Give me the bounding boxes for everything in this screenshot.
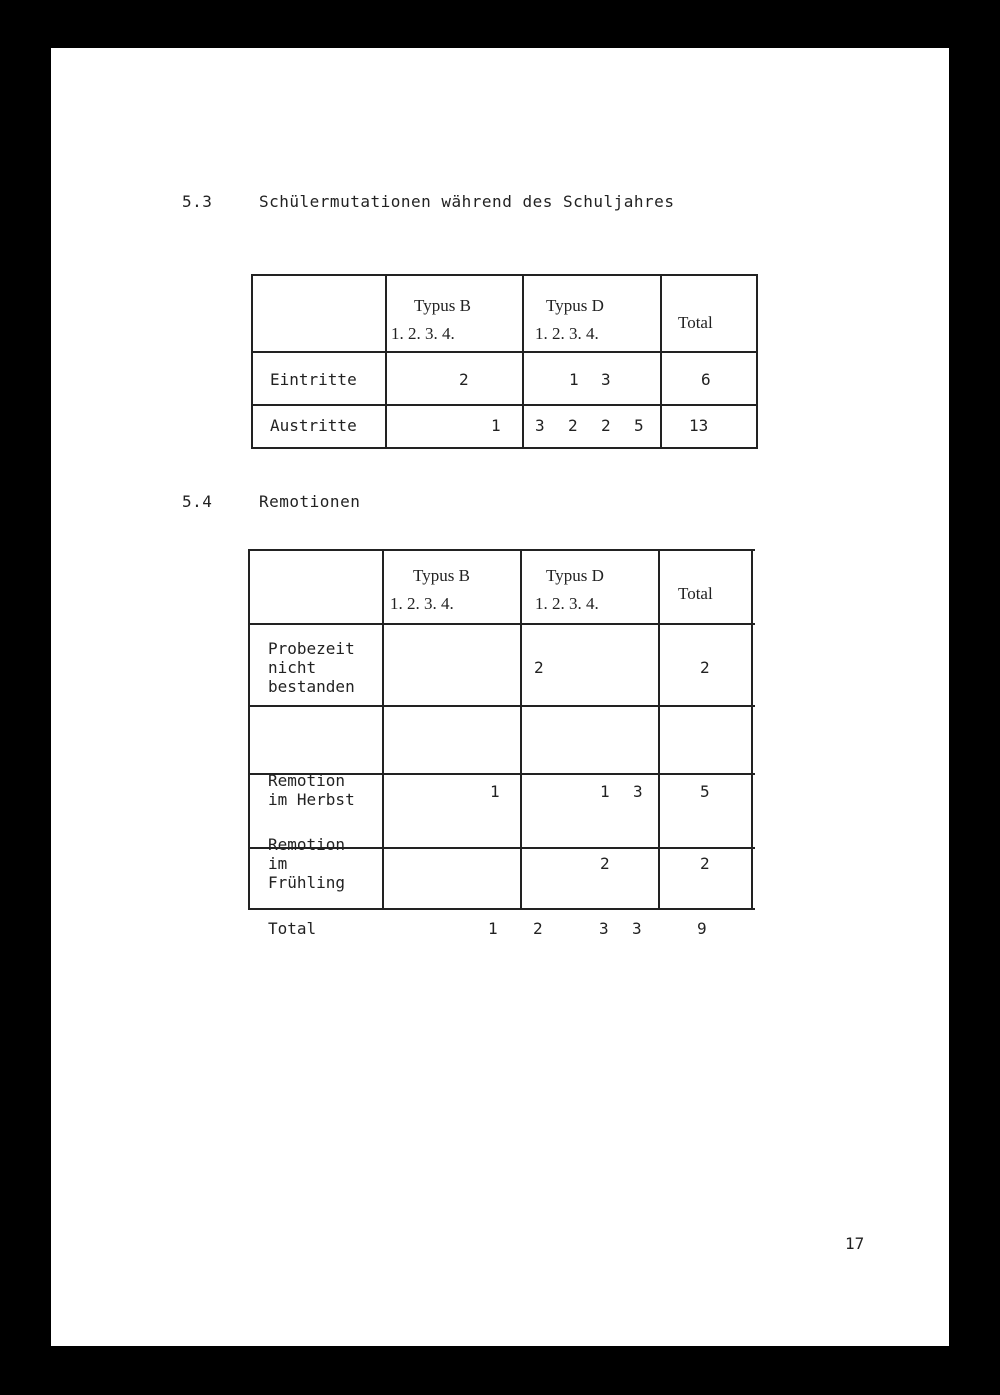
cell-herbst-d-3: 1	[600, 782, 610, 801]
row-label-total: Total	[268, 919, 317, 938]
row-label-remotion-fruehling: Remotion im Frühling	[268, 835, 346, 892]
cell-total-total: 9	[697, 919, 707, 938]
cell-probezeit-total: 2	[700, 658, 710, 677]
row-label-eintritte: Eintritte	[270, 370, 357, 389]
cell-herbst-b-4: 1	[490, 782, 500, 801]
cell-total-b-4: 1	[488, 919, 498, 938]
header-typus-d: Typus D	[546, 566, 604, 585]
section-5-3-number: 5.3	[182, 192, 213, 211]
header-total: Total	[678, 584, 713, 603]
row-label-remotion-herbst: Remotion im Herbst	[268, 771, 355, 809]
cell-total-d-3: 3	[599, 919, 609, 938]
header-typus-d: Typus D	[546, 296, 604, 315]
header-total: Total	[678, 313, 713, 332]
header-typus-d-grades: 1. 2. 3. 4.	[535, 594, 599, 613]
header-typus-b-grades: 1. 2. 3. 4.	[390, 594, 454, 613]
section-5-3-title: Schülermutationen während des Schuljahres	[259, 192, 675, 211]
cell-austritte-d-1: 3	[535, 416, 545, 435]
cell-eintritte-d-2: 1	[569, 370, 579, 389]
cell-probezeit-d-1: 2	[534, 658, 544, 677]
remotions-table	[248, 549, 755, 938]
header-typus-b-grades: 1. 2. 3. 4.	[391, 324, 455, 343]
cell-austritte-d-4: 5	[634, 416, 644, 435]
cell-eintritte-b-2: 2	[459, 370, 469, 389]
document-page	[51, 48, 949, 1346]
mutations-table	[251, 274, 758, 450]
cell-fruehling-total: 2	[700, 854, 710, 873]
row-label-austritte: Austritte	[270, 416, 357, 435]
cell-herbst-d-4: 3	[633, 782, 643, 801]
cell-eintritte-d-3: 3	[601, 370, 611, 389]
cell-austritte-total: 13	[689, 416, 709, 435]
cell-total-d-1: 2	[533, 919, 543, 938]
page-number: 17	[845, 1234, 865, 1253]
section-5-4-number: 5.4	[182, 492, 213, 511]
cell-austritte-b-4: 1	[491, 416, 501, 435]
cell-austritte-d-2: 2	[568, 416, 578, 435]
cell-fruehling-d-3: 2	[600, 854, 610, 873]
cell-herbst-total: 5	[700, 782, 710, 801]
cell-austritte-d-3: 2	[601, 416, 611, 435]
row-label-probezeit: Probezeit nicht bestanden	[268, 639, 355, 696]
header-typus-d-grades: 1. 2. 3. 4.	[535, 324, 599, 343]
section-5-4-title: Remotionen	[259, 492, 361, 511]
cell-eintritte-total: 6	[701, 370, 711, 389]
cell-total-d-4: 3	[632, 919, 642, 938]
header-typus-b: Typus B	[414, 296, 471, 315]
header-typus-b: Typus B	[413, 566, 470, 585]
